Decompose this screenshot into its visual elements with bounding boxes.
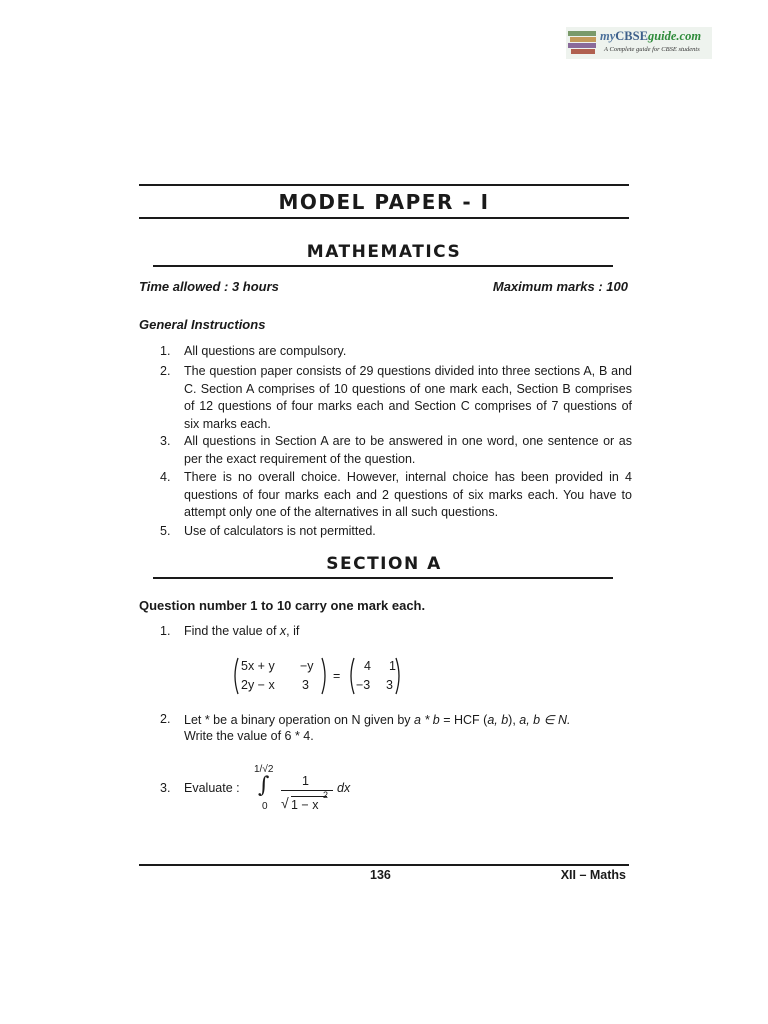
matrix-cell: 3: [386, 678, 393, 692]
q3-label: Evaluate :: [184, 781, 240, 795]
instruction-text: All questions in Section A are to be answered in one word, one sentence or as per the exact requirement of the question.: [184, 434, 632, 466]
title-rule: [139, 217, 629, 219]
footer-rule: [139, 864, 629, 866]
section-a-heading: SECTION A: [326, 554, 442, 574]
instruction-number: 4.: [160, 470, 171, 484]
integral-sign: ∫: [258, 773, 270, 798]
integral-upper-limit: 1/√2: [254, 764, 274, 775]
maximum-marks: Maximum marks : 100: [492, 279, 628, 294]
q2-line1: Let * be a binary operation on N given by a * b = HCF (a, b), a, b ∈ N.: [184, 713, 571, 727]
matrix-cell: 4: [364, 659, 371, 673]
sqrt-overline: [291, 796, 327, 797]
q1-number: 1.: [160, 624, 171, 638]
page-title: MODEL PAPER - I: [278, 190, 490, 214]
denominator-exponent: 2: [323, 790, 329, 800]
time-allowed: Time allowed : 3 hours: [139, 279, 279, 294]
matrix-cell: −3: [356, 678, 371, 692]
mycbseguide-logo: [566, 27, 712, 59]
equals-sign: =: [333, 669, 341, 683]
matrix-cell: 1: [389, 659, 396, 673]
instruction-number: 2.: [160, 364, 171, 378]
top-rule: [139, 184, 629, 186]
matrix-cell: 5x + y: [241, 659, 275, 673]
integral-lower-limit: 0: [262, 801, 268, 812]
instruction-text: The question paper consists of 29 questions divided into three sections A, B and C. Section A comprises of 10 questions of one mark each, Section B comprises of 12 questions of four marks each and Section C comprises of 7 questions of six marks each.: [184, 364, 632, 431]
course-label: XII – Maths: [560, 868, 626, 882]
instruction-text: Use of calculators is not permitted.: [184, 524, 376, 538]
q2-line2: Write the value of 6 * 4.: [184, 729, 314, 743]
instruction-text: There is no overall choice. However, internal choice has been provided in 4 questions of four marks each and 2 questions of six marks each. You have to attempt only one of the alternatives in all such questions.: [184, 470, 632, 519]
instruction-number: 1.: [160, 344, 171, 358]
instructions-heading: General Instructions: [139, 317, 266, 332]
matrix-cell: −y: [300, 659, 314, 673]
sqrt-sign: √: [281, 795, 289, 811]
q3-number: 3.: [160, 781, 171, 795]
matrix-cell: 3: [302, 678, 309, 692]
fraction-denominator: 1 − x: [291, 798, 319, 812]
section-a-note: Question number 1 to 10 carry one mark each.: [139, 598, 426, 613]
q1-text: Find the value of x, if: [184, 624, 300, 638]
logo-brand: myCBSEguide.com: [600, 29, 702, 43]
differential: dx: [337, 781, 351, 795]
matrix-cell: 2y − x: [241, 678, 275, 692]
subject-title: MATHEMATICS: [306, 242, 462, 262]
q2-number: 2.: [160, 712, 171, 726]
fraction-numerator: 1: [302, 774, 309, 788]
subject-rule: [153, 265, 613, 267]
instruction-text: All questions are compulsory.: [184, 344, 347, 358]
section-a-rule: [153, 577, 613, 579]
page-number: 136: [370, 868, 391, 882]
logo-tagline: A Complete guide for CBSE students: [604, 46, 700, 53]
instruction-number: 5.: [160, 524, 171, 538]
instruction-number: 3.: [160, 434, 171, 448]
